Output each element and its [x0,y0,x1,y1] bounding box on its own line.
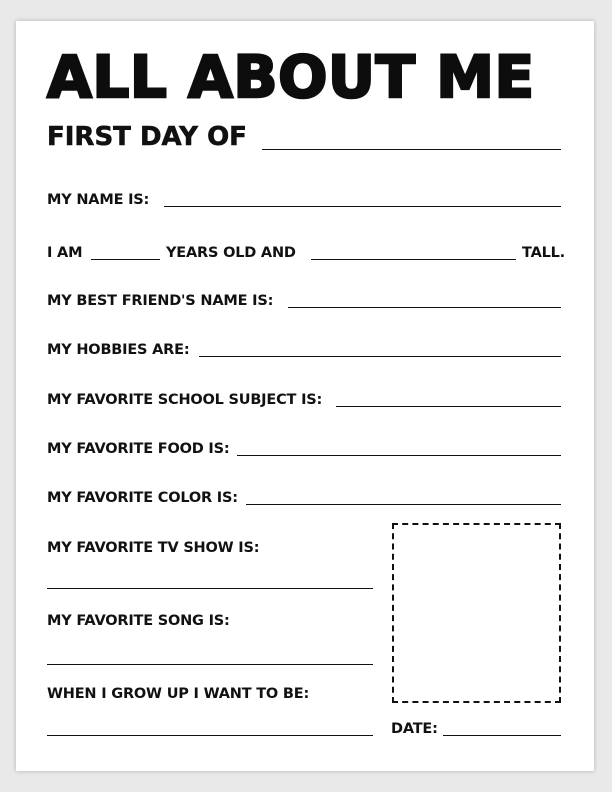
hobbies-blank[interactable] [199,356,561,357]
age-prefix-label: I AM [47,245,83,261]
tv-show-label: MY FAVORITE TV SHOW IS: [47,540,260,556]
food-blank[interactable] [237,455,561,456]
height-blank[interactable] [311,259,516,260]
grow-up-label: WHEN I GROW UP I WANT TO BE: [47,686,310,702]
date-label: DATE: [391,721,438,737]
song-label: MY FAVORITE SONG IS: [47,613,230,629]
date-blank[interactable] [443,735,561,736]
song-blank[interactable] [47,664,373,665]
photo-box[interactable] [392,523,561,703]
school-subject-blank[interactable] [336,406,561,407]
school-subject-label: MY FAVORITE SCHOOL SUBJECT IS: [47,392,323,408]
tv-show-blank[interactable] [47,588,373,589]
age-blank[interactable] [91,259,160,260]
grow-up-blank[interactable] [47,735,373,736]
color-blank[interactable] [246,504,561,505]
tall-label: TALL. [522,245,565,261]
name-blank[interactable] [164,206,561,207]
page-title: ALL ABOUT ME [47,43,535,111]
best-friend-blank[interactable] [288,307,561,308]
best-friend-label: MY BEST FRIEND'S NAME IS: [47,293,274,309]
food-label: MY FAVORITE FOOD IS: [47,441,230,457]
first-day-label: FIRST DAY OF [47,122,247,152]
hobbies-label: MY HOBBIES ARE: [47,342,190,358]
first-day-blank[interactable] [262,149,561,150]
age-middle-label: YEARS OLD AND [166,245,296,261]
color-label: MY FAVORITE COLOR IS: [47,490,238,506]
name-label: MY NAME IS: [47,192,150,208]
